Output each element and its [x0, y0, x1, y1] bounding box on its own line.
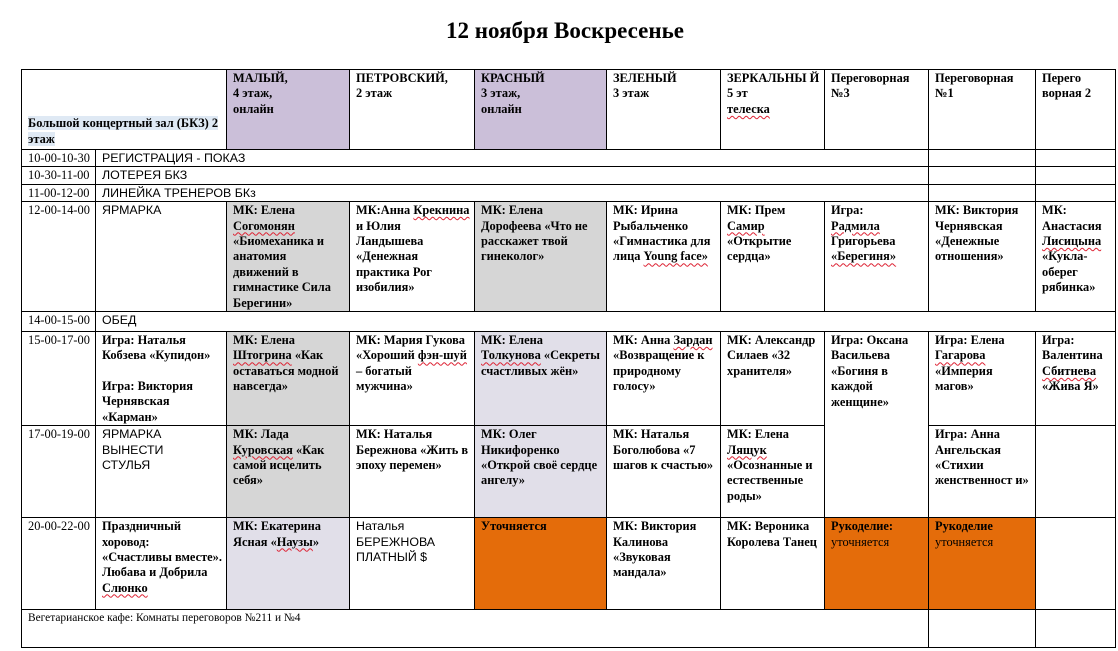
event-cell: МК: Анастасия Лисицына «Кукла-оберег рябинка» [1036, 202, 1116, 312]
event-cell: Игра: Оксана Васильева «Богиня в каждой женщине» [825, 332, 929, 518]
table-row [22, 332, 1116, 426]
table-row [22, 518, 1116, 610]
event-cell: ЛИНЕЙКА ТРЕНЕРОВ БКз [96, 184, 929, 201]
event-cell: Рукоделие уточняется [929, 518, 1036, 610]
event-cell: Игра: Валентина Сбитнева «Жива Я» [1036, 332, 1116, 426]
event-cell: МК: Прем Самир «Открытие сердца» [721, 202, 825, 312]
empty-cell [1036, 518, 1116, 610]
empty-cell [1036, 426, 1116, 518]
time-cell: 20-00-22-00 [22, 518, 96, 610]
table-row [22, 426, 1116, 518]
event-cell: МК: Виктория Калинова «Звуковая мандала» [607, 518, 721, 610]
time-cell: 12-00-14-00 [22, 202, 96, 312]
event-cell: МК:Анна Крекнина и Юлия Ландышева «Денежная практика Рог изобилия» [350, 202, 475, 312]
event-cell: МК: Елена Лящук «Осознанные и естественные роды» [721, 426, 825, 518]
empty-cell [929, 150, 1036, 167]
time-cell: 10-00-10-30 [22, 150, 96, 167]
event-cell: МК: Ирина Рыбальченко «Гимнастика для лица Young face» [607, 202, 721, 312]
time-cell: 14-00-15-00 [22, 312, 96, 332]
event-cell: ЯРМАРКА [96, 202, 227, 312]
footer-note: Вегетарианское кафе: Комнаты переговоров №211 и №4 [22, 610, 929, 648]
header-hall-malyi: МАЛЫЙ, 4 этаж, онлайн [227, 70, 350, 150]
empty-cell [1036, 610, 1116, 648]
event-cell: РЕГИСТРАЦИЯ - ПОКАЗ [96, 150, 929, 167]
event-cell: ОБЕД [96, 312, 1116, 332]
header-hall-petrovsky: ПЕТРОВСКИЙ, 2 этаж [350, 70, 475, 150]
event-cell: Праздничный хоровод: «Счастливы вместе». Любава и Добрила Слюнко [96, 518, 227, 610]
event-cell: МК: Елена Штогрина «Как оставаться модной навсегда» [227, 332, 350, 426]
table-row [22, 202, 1116, 312]
header-hall-krasny: КРАСНЫЙ 3 этаж, онлайн [475, 70, 607, 150]
event-cell: МК: Елена Согомонян «Биомеханика и анатомия движений в гимнастике Сила Берегини» [227, 202, 350, 312]
table-row [22, 312, 1116, 332]
header-hall-room3: Переговорная №3 [825, 70, 929, 150]
event-cell: МК: Елена Дорофеева «Что не расскажет твой гинеколог» [475, 202, 607, 312]
empty-cell [1036, 167, 1116, 184]
event-cell: ЛОТЕРЕЯ БКЗ [96, 167, 929, 184]
event-cell: МК: Елена Толкунова «Секреты счастливых жён» [475, 332, 607, 426]
footer-row [22, 610, 1116, 648]
event-cell: Рукоделие: уточняется [825, 518, 929, 610]
event-cell: Игра: Елена Гагарова «Империя магов» [929, 332, 1036, 426]
event-cell: МК: Наталья Бережнова «Жить в эпоху перемен» [350, 426, 475, 518]
event-cell: МК: Виктория Чернявская «Денежные отношения» [929, 202, 1036, 312]
time-cell: 17-00-19-00 [22, 426, 96, 518]
header-hall-room2: Перего ворная 2 [1036, 70, 1116, 150]
event-cell: ЯРМАРКА ВЫНЕСТИ СТУЛЬЯ [96, 426, 227, 518]
event-cell: МК: Анна Зардан «Возвращение к природному голосу» [607, 332, 721, 426]
header-main-hall: Большой концертный зал (БКЗ) 2 этаж [22, 70, 227, 150]
page-title: 12 ноября Воскресенье [446, 18, 684, 43]
event-cell: Игра: Наталья Кобзева «Купидон» Игра: Виктория Чернявская «Карман» [96, 332, 227, 426]
event-cell: МК: Олег Никифоренко «Открой своё сердце ангелу» [475, 426, 607, 518]
empty-cell [1036, 150, 1116, 167]
empty-cell [929, 167, 1036, 184]
event-cell: МК: Лада Куровская «Как самой исцелить себя» [227, 426, 350, 518]
event-cell: Игра: Анна Ангельская «Стихии женственност и» [929, 426, 1036, 518]
event-cell: Уточняется [475, 518, 607, 610]
empty-cell [929, 610, 1036, 648]
header-hall-zerkalny: ЗЕРКАЛЬНЫ Й 5 эт телеска [721, 70, 825, 150]
event-cell: МК: Наталья Боголюбова «7 шагов к счастью» [607, 426, 721, 518]
header-hall-zeleny: ЗЕЛЕНЫЙ 3 этаж [607, 70, 721, 150]
time-cell: 11-00-12-00 [22, 184, 96, 201]
empty-cell [929, 184, 1036, 201]
event-cell: МК: Екатерина Ясная «Наузы» [227, 518, 350, 610]
header-hall-room1: Переговорная №1 [929, 70, 1036, 150]
empty-cell [1036, 184, 1116, 201]
schedule-table [21, 69, 1116, 648]
header-row [22, 70, 1116, 150]
event-cell: Игра: Радмила Григорьева «Берегиня» [825, 202, 929, 312]
table-row [22, 184, 1116, 201]
event-cell: МК: Вероника Королева Танец [721, 518, 825, 610]
event-cell: Наталья БЕРЕЖНОВА ПЛАТНЫЙ $ [350, 518, 475, 610]
table-row [22, 167, 1116, 184]
event-cell: МК: Александр Силаев «32 хранителя» [721, 332, 825, 426]
event-cell: МК: Мария Гукова «Хороший фэн-шуй – богатый мужчина» [350, 332, 475, 426]
time-cell: 15-00-17-00 [22, 332, 96, 426]
table-row [22, 150, 1116, 167]
time-cell: 10-30-11-00 [22, 167, 96, 184]
